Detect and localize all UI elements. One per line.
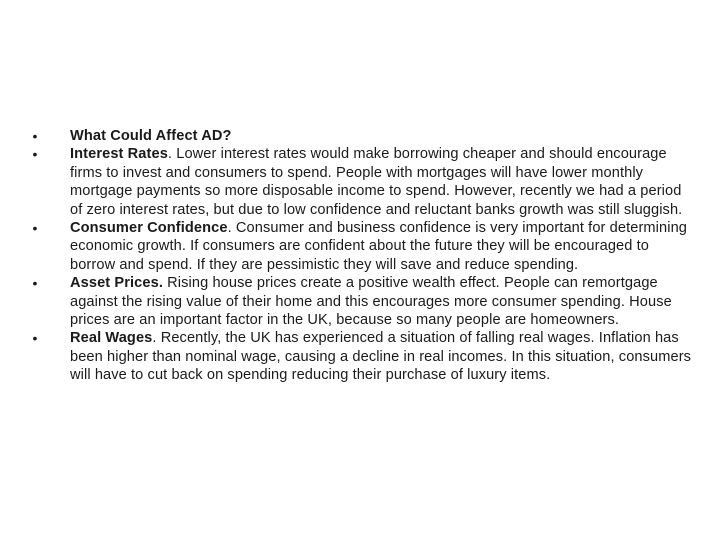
bullet-list: [30, 127, 695, 385]
bullet-lead: Real Wages: [70, 330, 153, 347]
bullet-item-asset-prices: [30, 274, 695, 329]
bullet-lead: Interest Rates: [70, 146, 168, 163]
bullet-lead: Asset Prices.: [70, 275, 163, 292]
bullet-icon: •: [32, 220, 38, 237]
bullet-body: . Consumer and business confidence is very important for determining economic growth. If consumers are confident about the future they will be encouraged to borrow and spend. If they are pessimistic they will save and reduce spending.: [70, 220, 688, 273]
bullet-icon: •: [32, 146, 38, 163]
bullet-text: [70, 274, 695, 329]
bullet-lead: What Could Affect AD?: [70, 128, 232, 144]
bullet-item-consumer-confidence: [30, 219, 695, 274]
bullet-icon: •: [32, 275, 38, 292]
bullet-icon: •: [32, 330, 38, 347]
bullet-body: . Recently, the UK has experienced a situation of falling real wages. Inflation has been higher than nominal wage, causing a decline in real incomes. In this situation, consumers will have to cut back on spending reducing their purchase of luxury items.: [70, 330, 692, 384]
bullet-item-real-wages: [30, 329, 695, 384]
bullet-item-heading: [30, 127, 695, 145]
bullet-text: [70, 145, 695, 219]
bullet-lead: Consumer Confidence: [70, 220, 228, 237]
bullet-body: . Lower interest rates would make borrowing cheaper and should encourage firms to invest and consumers to spend. People with mortgages will have lower monthly mortgage payments so more disposable income to spend. However, recently we had a period of zero interest rates, but due to low confidence and reluctant banks growth was still sluggish.: [70, 146, 683, 218]
bullet-item-interest-rates: [30, 145, 695, 219]
bullet-text: [70, 329, 695, 384]
bullet-icon: •: [32, 128, 38, 144]
bullet-text: [70, 219, 695, 274]
bullet-text: [70, 127, 695, 145]
bullet-body: Rising house prices create a positive wealth effect. People can remortgage against the rising value of their home and this encourages more consumer spending. House prices are an important factor in the UK, because so many people are homeowners.: [70, 275, 672, 329]
